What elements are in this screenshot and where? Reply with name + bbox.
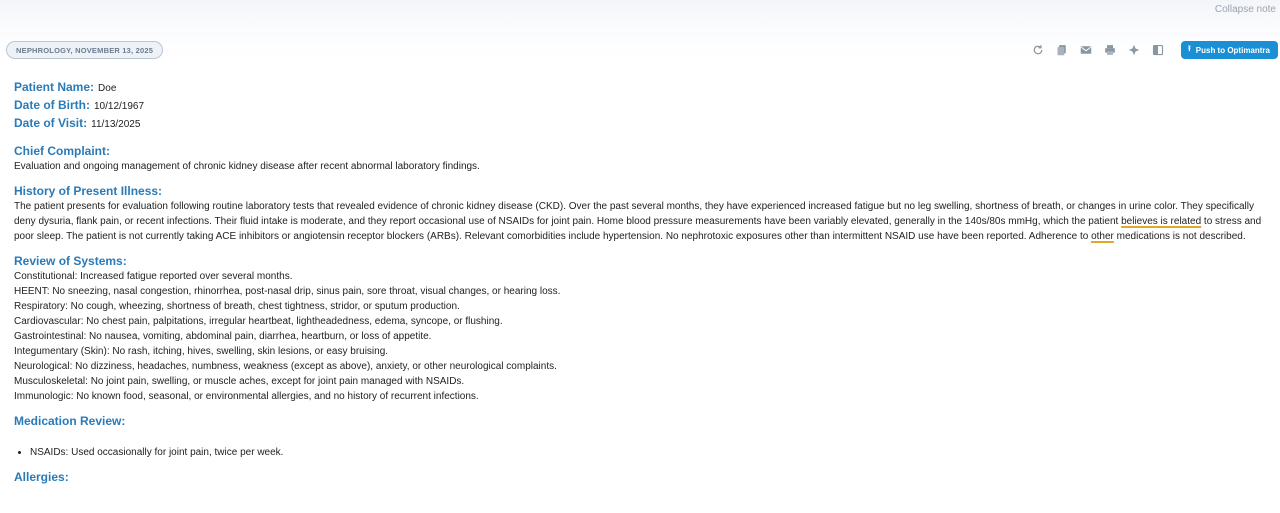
patient-name-label: Patient Name: <box>14 80 95 94</box>
push-to-optimantra-button[interactable] <box>1181 41 1278 59</box>
side-panel-icon[interactable] <box>1151 43 1165 57</box>
ros-heading: Review of Systems: <box>14 254 127 268</box>
sparkle-icon[interactable] <box>1127 43 1141 57</box>
ros-section <box>14 253 1276 404</box>
ros-line: Musculoskeletal: No joint pain, swelling, or muscle aches, except for joint pain managed with NSAIDs. <box>14 376 465 387</box>
upload-icon: ⭱ <box>1187 44 1191 53</box>
hpi-text-part2: to stress and poor sleep. The patient is not currently taking ACE inhibitors or angiotensin receptor blockers (ARBs). Relevant comorbidities include hypertension. No nephrotoxic exposures other than intermittent NSAID use have been reported. Adherence to <box>14 216 1262 242</box>
patient-name-row <box>14 80 1276 98</box>
visit-date-label: Date of Visit: <box>14 116 88 130</box>
ros-line: Respiratory: No cough, wheezing, shortness of breath, chest tightness, stridor, or sputum production. <box>14 301 460 312</box>
ros-line: Neurological: No dizziness, headaches, numbness, weakness (except as above), anxiety, or other neurological complaints. <box>14 361 557 372</box>
visit-date-row <box>14 116 1276 134</box>
hpi-text-part1: The patient presents for evaluation following routine laboratory tests that revealed evidence of chronic kidney disease (CKD). Over the past several months, they have experienced increased fatigue but no leg swelling, shortness of breath, or changes in urine color. They specifically deny dysuria, flank pain, or recent infections. Their fluid intake is moderate, and they report occasional use of NSAIDs for joint pain. Home blood pressure measurements have been variably elevated, generally in the 140s/80s mmHg, which the patient <box>14 201 1254 227</box>
push-button-label: Push to Optimantra <box>1195 45 1270 55</box>
medication-section <box>14 413 1276 460</box>
medication-heading: Medication Review: <box>14 414 126 428</box>
visit-date-value: 11/13/2025 <box>91 119 141 130</box>
chief-complaint-text: Evaluation and ongoing management of chronic kidney disease after recent abnormal laboratory findings. <box>14 161 480 172</box>
dob-row <box>14 98 1276 116</box>
hpi-flagged-word[interactable]: other <box>1091 231 1114 242</box>
ros-line: Integumentary (Skin): No rash, itching, hives, swelling, skin lesions, or easy bruising. <box>14 346 389 357</box>
list-item: • NSAIDs: Used occasionally for joint pain, twice per week. <box>30 445 1276 460</box>
dob-value: 10/12/1967 <box>94 101 145 112</box>
chief-complaint-section <box>14 143 1276 174</box>
dob-label: Date of Birth: <box>14 98 90 112</box>
note-toolbar <box>1031 41 1278 59</box>
allergies-section <box>14 469 1276 485</box>
patient-name-value: Doe <box>98 83 117 94</box>
hpi-flagged-phrase[interactable]: believes is related <box>1121 216 1202 227</box>
copy-icon[interactable] <box>1055 43 1069 57</box>
hpi-text-part3: medications is not described. <box>1113 231 1246 242</box>
chief-complaint-heading: Chief Complaint: <box>14 144 110 158</box>
print-icon[interactable] <box>1103 43 1117 57</box>
ros-line: Gastrointestinal: No nausea, vomiting, abdominal pain, diarrhea, heartburn, or loss of appetite. <box>14 331 432 342</box>
allergies-heading: Allergies: <box>14 470 69 484</box>
medication-list <box>14 445 1276 460</box>
ros-line: HEENT: No sneezing, nasal congestion, rhinorrhea, post-nasal drip, sinus pain, sore throat, visual changes, or hearing loss. <box>14 286 561 297</box>
hpi-heading: History of Present Illness: <box>14 184 163 198</box>
collapse-note-link[interactable]: Collapse note <box>1214 4 1276 15</box>
ros-line: Constitutional: Increased fatigue reported over several months. <box>14 271 293 282</box>
ros-line: Immunologic: No known food, seasonal, or environmental allergies, and no history of recurrent infections. <box>14 391 479 402</box>
clinical-note <box>14 80 1276 485</box>
hpi-section <box>14 183 1276 244</box>
ros-list <box>14 269 1276 404</box>
hpi-text <box>14 199 1276 244</box>
ros-line: Cardiovascular: No chest pain, palpitations, irregular heartbeat, lightheadedness, edema, syncope, or flushing. <box>14 316 503 327</box>
refresh-icon[interactable] <box>1031 43 1045 57</box>
email-icon[interactable] <box>1079 43 1093 57</box>
date-badge: NEPHROLOGY, NOVEMBER 13, 2025 <box>6 41 163 59</box>
